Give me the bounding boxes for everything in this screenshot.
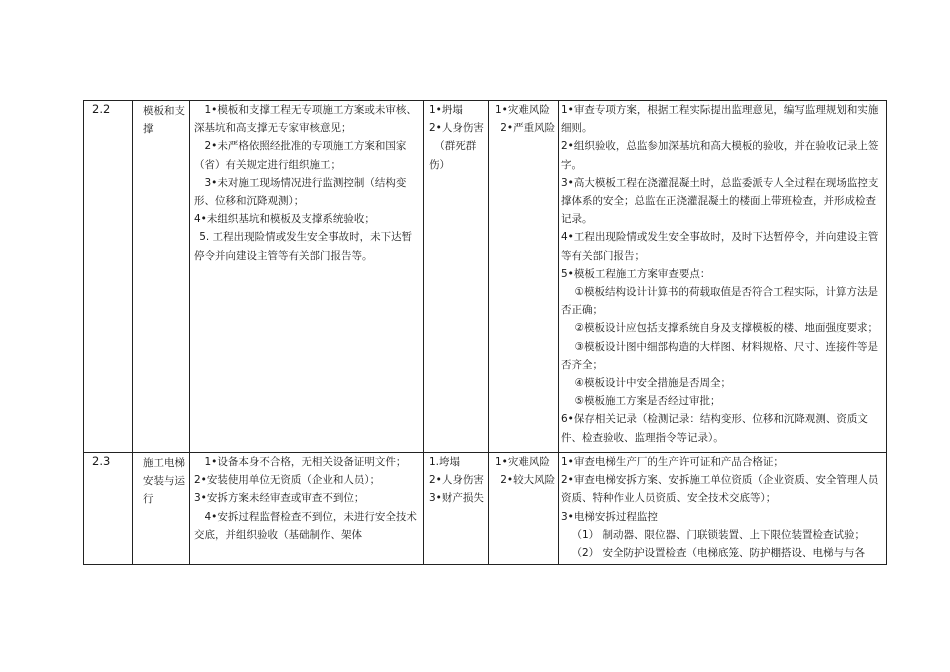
measure-item: 4•工程出现险情或发生安全事故时，及时下达暂停令，并向建设主管等有关部门报告； <box>561 231 879 262</box>
consequence-cell <box>489 101 559 453</box>
accident-type-item: 1•坍塌 <box>429 104 463 116</box>
consequence-item: 1•灾难风险 <box>495 104 550 116</box>
hazard-item: 3•安拆方案未经审查或审查不到位； <box>194 492 365 505</box>
item-number-cell <box>84 101 133 453</box>
measure-item: 6•保存相关记录（检测记录：结构变形、位移和沉降观测、资质文件、检查验收、监理指令等记录）。 <box>561 413 868 444</box>
accident-type-item: 3•财产损失 <box>429 492 484 505</box>
hazard-cell <box>190 101 424 453</box>
hazard-item: 1•设备本身不合格，无相关设备证明文件； <box>204 456 407 468</box>
consequence-item: 1•灾难风险 <box>495 456 550 468</box>
measure-subitem: （2） 安全防护设置检查（电梯底笼、防护棚搭设、电梯与与各 <box>571 547 866 560</box>
consequence-item: 2•严重风险 <box>500 122 556 135</box>
measure-item: 3•电梯安拆过程监控 <box>561 510 658 523</box>
category-label: 施工电梯安装与运行 <box>143 457 185 506</box>
measures-cell <box>559 453 887 565</box>
hazard-item: 1•模板和支撑工程无专项施工方案或未审核、深基坑和高支撑无专家审核意见； <box>194 104 417 135</box>
hazard-item: 2•未严格依照经批准的专项施工方案和国家（省）有关规定进行组织施工； <box>194 140 407 171</box>
consequence-cell <box>489 453 559 565</box>
hazard-item: 4•安拆过程监督检查不到位，未进行安全技术交底，并组织验收（基础制作、架体 <box>194 510 417 541</box>
measure-item: 2•组织验收，总监参加深基坑和高大模板的验收，并在验收记录上签字。 <box>561 140 879 171</box>
measure-subitem: ①模板结构设计计算书的荷载取值是否符合工程实际，计算方法是否正确； <box>561 286 879 317</box>
accident-type-cell <box>424 101 489 453</box>
measure-subitem: ②模板设计应包括支撑系统自身及支撑模板的楼、地面强度要求； <box>574 322 879 335</box>
consequence-item: 2•较大风险 <box>500 474 556 487</box>
measure-item: 2•审查电梯安拆方案、安拆施工单位资质（企业资质、安全管理人员资质、特种作业人员资质、安全技术交底等）； <box>561 474 879 505</box>
accident-type-item: （群死群伤） <box>429 140 477 171</box>
accident-type-item: 2•人身伤害 <box>429 122 484 135</box>
hazard-item: 5. 工程出现险情或发生安全事故时，未下达暂停令并向建设主管等有关部门报告等。 <box>194 231 413 262</box>
category-cell <box>133 453 190 565</box>
measure-item: 1•审查电梯生产厂的生产许可证和产品合格证； <box>561 456 784 468</box>
measure-subitem: ③模板设计图中细部构造的大样图、材料规格、尺寸、连接件等是否齐全； <box>561 340 879 371</box>
hazard-item: 4•未组织基坑和模板及支撑系统验收； <box>194 213 375 226</box>
measures-cell <box>559 101 887 453</box>
measure-subitem: ④模板设计中安全措施是否周全； <box>574 377 732 390</box>
item-number: 2.3 <box>92 454 111 468</box>
category-cell <box>133 101 190 453</box>
measure-subitem: （1） 制动器、限位器、门联锁装置、上下限位装置检查试验； <box>571 528 866 541</box>
hazard-item: 3•未对施工现场情况进行监测控制（结构变形、位移和沉降观测）； <box>194 176 407 208</box>
hazard-item: 2•安装使用单位无资质（企业和人员）； <box>194 474 381 487</box>
category-label: 模板和支撑 <box>143 105 185 136</box>
measure-item: 5•模板工程施工方案审查要点： <box>561 267 711 280</box>
accident-type-item: 1.垮塌 <box>429 456 461 468</box>
item-number-cell <box>84 453 133 565</box>
hazard-cell <box>190 453 424 565</box>
accident-type-item: 2•人身伤害 <box>429 474 484 487</box>
measure-item: 1•审查专项方案，根据工程实际提出监理意见，编写监理规划和实施细则。 <box>561 104 879 135</box>
table-row <box>84 453 887 565</box>
measure-subitem: ⑤模板施工方案是否经过审批； <box>574 395 721 408</box>
table-row <box>84 101 887 453</box>
item-number: 2.2 <box>92 102 111 116</box>
risk-control-table <box>83 100 887 565</box>
measure-item: 3•高大模板工程在浇灌混凝土时，总监委派专人全过程在现场监控支撑体系的安全；总监在正浇灌混凝土的楼面上带班检查，并形成检查记录。 <box>561 176 879 226</box>
accident-type-cell <box>424 453 489 565</box>
